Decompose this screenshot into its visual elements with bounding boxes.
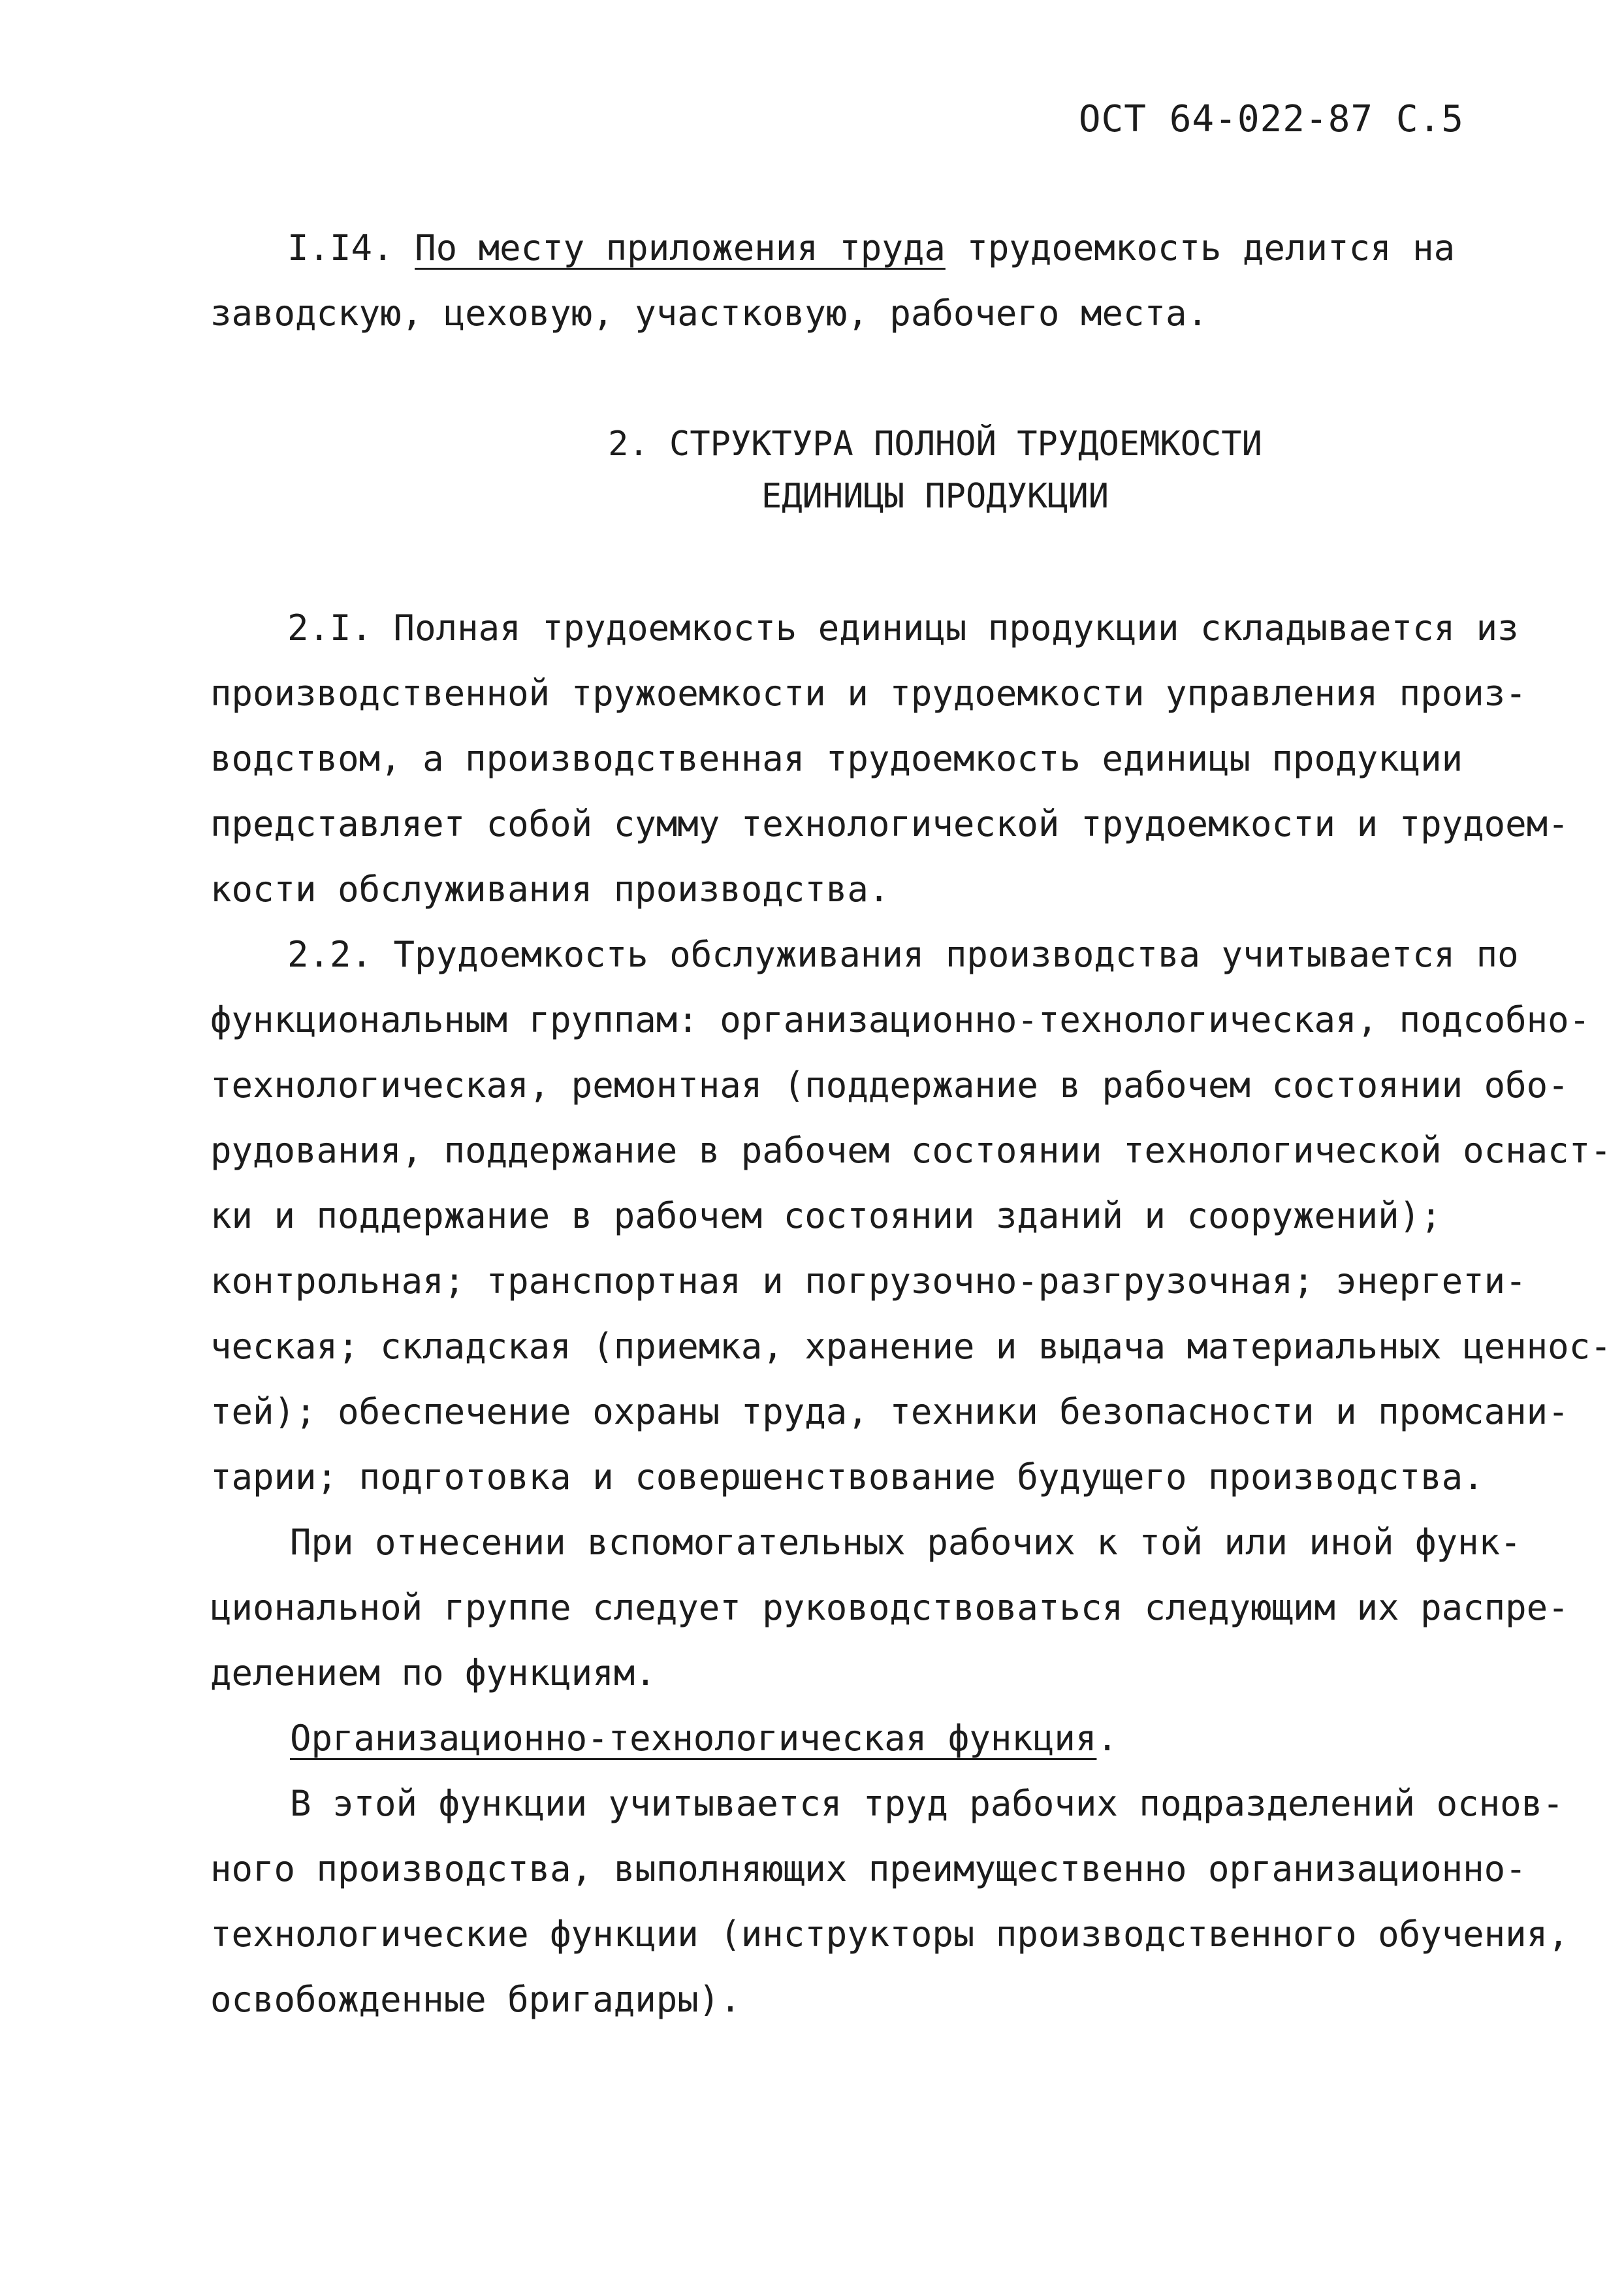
paragraph-line: освобожденные бригадиры).: [210, 1979, 741, 2020]
paragraph-line: 2.I. Полная трудоемкость единицы продукции складывается из: [287, 607, 1519, 649]
underlined-term: По месту приложения труда: [415, 227, 946, 268]
page-header: [1079, 98, 1464, 140]
section-title-line-1: 2. СТРУКТУРА ПОЛНОЙ ТРУДОЕМКОСТИ: [608, 425, 1262, 464]
paragraph-line: ческая; складская (приемка, хранение и выдача материальных ценнос-: [210, 1326, 1612, 1367]
function-heading-text: Организационно-технологическая функция: [290, 1718, 1097, 1759]
function-heading: [210, 1706, 1549, 1771]
document-body: [210, 216, 1612, 2032]
paragraph-line: рудования, поддержание в рабочем состоянии технологической оснаст-: [210, 1130, 1612, 1171]
document-code: ОСТ 64-022-87: [1078, 98, 1374, 140]
paragraph-line: В этой функции учитывается труд рабочих подразделений основ-: [290, 1783, 1564, 1824]
paragraph-line: технологическая, ремонтная (поддержание в рабочем состоянии обо-: [210, 1065, 1569, 1106]
paragraph-org-function: [210, 1771, 1569, 2032]
paragraph-line: функциональным группам: организационно-технологическая, подсобно-: [210, 999, 1591, 1040]
paragraph-text: трудоемкость делится на: [945, 227, 1456, 268]
paragraph-line: ного производства, выполняющих преимущественно организационно-: [210, 1848, 1527, 1889]
paragraph-assignment: [210, 1510, 1569, 1706]
paragraph-line: водством, а производственная трудоемкость единицы продукции: [210, 738, 1463, 779]
paragraph-line: ки и поддержание в рабочем состоянии зданий и сооружений);: [210, 1195, 1442, 1236]
paragraph-2-2: [210, 922, 1612, 1510]
function-heading-period: .: [1096, 1718, 1118, 1759]
section-title-line-2: ЕДИНИЦЫ ПРОДУКЦИИ: [761, 477, 1109, 516]
paragraph-line: 2.2. Трудоемкость обслуживания производства учитывается по: [287, 934, 1519, 975]
paragraph-line: представляет собой сумму технологической трудоемкости и трудоем-: [210, 803, 1569, 844]
paragraph-line: кости обслуживания производства.: [210, 869, 890, 910]
paragraph-2-1: [210, 596, 1569, 922]
paragraph-1-14-line-1: [210, 216, 1549, 281]
paragraph-line: тарии; подготовка и совершенствование будущего производства.: [210, 1456, 1484, 1498]
section-title: [210, 418, 1549, 522]
paragraph-line: контрольная; транспортная и погрузочно-разгрузочная; энергети-: [210, 1260, 1527, 1302]
paragraph-line: производственной тружоемкости и трудоемкости управления произ-: [210, 673, 1527, 714]
paragraph-line: При отнесении вспомогательных рабочих к той или иной функ-: [290, 1522, 1521, 1563]
paragraph-line: тей); обеспечение охраны труда, техники безопасности и промсани-: [210, 1391, 1569, 1432]
page-number: С.5: [1395, 98, 1464, 140]
paragraph-number: I.I4.: [287, 227, 394, 268]
paragraph-line: циональной группе следует руководствоваться следующим их распре-: [210, 1587, 1569, 1628]
paragraph-line: делением по функциям.: [210, 1652, 656, 1693]
paragraph-line: технологические функции (инструкторы производственного обучения,: [210, 1914, 1569, 1955]
paragraph-1-14-line-2: заводскую, цеховую, участковую, рабочего места.: [210, 293, 1209, 334]
